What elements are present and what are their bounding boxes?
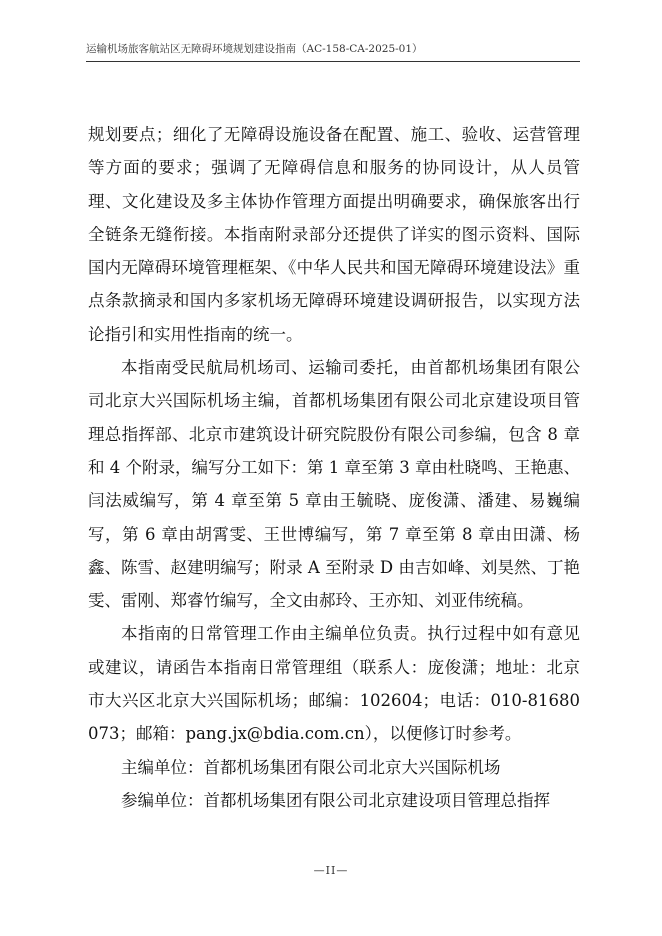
paragraph-contact: 本指南的日常管理工作由主编单位负责。执行过程中如有意见或建议，请函告本指南日常管理组（联系人：庞俊潇；地址：北京市大兴区北京大兴国际机场；邮编：102604；电话：010-81680073；邮箱：pang.jx@bdia.com.cn），以便修订时参考。 — [88, 624, 580, 744]
body-text — [88, 118, 580, 817]
paragraph-chief-editor-unit: 主编单位：首都机场集团有限公司北京大兴国际机场 — [121, 757, 501, 777]
page-number: —II— — [313, 864, 349, 877]
paragraph-authorship: 本指南受民航局机场司、运输司委托，由首都机场集团有限公司北京大兴国际机场主编，首都机场集团有限公司北京建设项目管理总指挥部、北京市建筑设计研究院股份有限公司参编，包含 8 章和 4 个附录，编写分工如下：第 1 章至第 3 章由杜晓鸣、王艳惠、闫法威编写，第 4 章至第 5 章由王毓晓、庞俊潇、潘建、易巍编写，第 6 章由胡霄雯、王世博编写，第 7 章至第 8 章由田潇、杨鑫、陈雪、赵建明编写；附录 A 至附录 D 由吉如峰、刘昊然、丁艳雯、雷刚、郑睿竹编写，全文由郝玲、王亦知、刘亚伟统稿。 — [88, 358, 580, 611]
paragraph-co-editor-unit: 参编单位：首都机场集团有限公司北京建设项目管理总指挥 — [121, 790, 550, 810]
running-header-title: 运输机场旅客航站区无障碍环境规划建设指南（AC-158-CA-2025-01） — [86, 43, 423, 55]
paragraph-summary: 规划要点；细化了无障碍设施设备在配置、施工、验收、运营管理等方面的要求；强调了无障碍信息和服务的协同设计，从人员管理、文化建设及多主体协作管理方面提出明确要求，确保旅客出行全链条无缝衔接。本指南附录部分还提供了详实的图示资料、国际国内无障碍环境管理框架、《中华人民共和国无障碍环境建设法》重点条款摘录和国内多家机场无障碍环境建设调研报告，以实现方法论指引和实用性指南的统一。 — [88, 125, 580, 344]
header-divider — [86, 61, 580, 62]
